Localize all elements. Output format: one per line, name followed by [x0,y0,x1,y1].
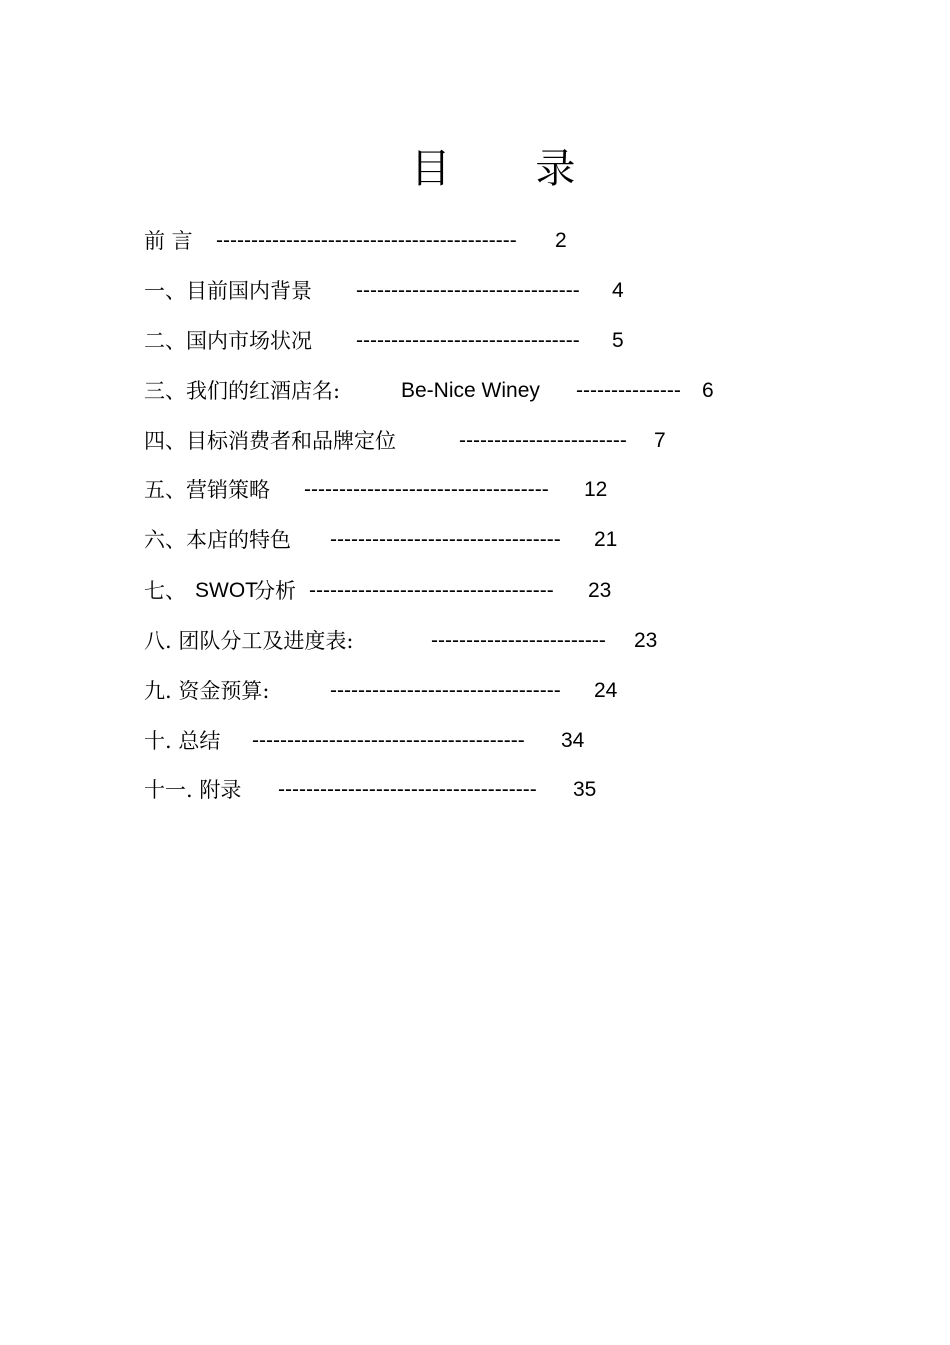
toc-entry-label: 八. 团队分工及进度表: [144,629,354,653]
toc-entry-page: 23 [634,629,658,652]
toc-entry-leader: ------------------------ [459,429,627,452]
toc-entry-label: 六、本店的特色 [144,528,291,552]
toc-entry-leader: ----------------------------------- [304,478,549,501]
toc-entry-leader: --------------- [576,379,681,402]
toc-entry-leader: --------------------------------------- [252,729,525,752]
toc-entry-label: 十一. 附录 [144,778,242,802]
toc-entry-leader: --------------------------------- [330,679,561,702]
toc-entry-leader: -------------------------------- [356,329,580,352]
toc-entry-page: 5 [612,329,624,352]
toc-entry-leader: -------------------------------- [356,279,580,302]
toc-entry-label: 一、目前国内背景 [144,279,312,303]
toc-entry-page: 12 [584,478,608,501]
toc-entry-label: 五、营销策略 [144,478,270,502]
toc-entry-label: 前 言 [144,229,193,253]
toc-entry-page: 2 [555,229,567,252]
toc-entry-page: 23 [588,579,612,602]
toc-entry-page: 7 [654,429,666,452]
toc-entry-shop-name-text: Be-Nice Winey [401,379,540,402]
toc-entry-label: 三、我们的红酒店名: [144,379,341,403]
toc-entry-leader: ----------------------------------- [309,579,554,602]
toc-entry-label: 七、 [144,579,186,603]
toc-entry-page: 34 [561,729,585,752]
toc-entry-leader: ------------------------- [431,629,606,652]
toc-entry-page: 35 [573,778,597,801]
toc-entry-label: 九. 资金预算: [144,679,270,703]
toc-entry-page: 24 [594,679,618,702]
toc-entry-label: 二、国内市场状况 [144,329,312,353]
toc-entry-leader: ------------------------------------- [278,778,537,801]
toc-entry-page: 6 [702,379,714,402]
toc-entry-page: 21 [594,528,618,551]
toc-title: 目 录 [410,146,612,192]
toc-entry-page: 4 [612,279,624,302]
toc-entry-leader: ------------------------------------------- [216,229,517,252]
toc-entry-label: 四、目标消费者和品牌定位 [144,429,396,453]
toc-entry-label-suffix: 分析 [254,579,296,603]
toc-entry-leader: --------------------------------- [330,528,561,551]
toc-entry-label: 十. 总结 [144,729,221,753]
toc-entry-swot-text: SWOT [195,579,258,602]
